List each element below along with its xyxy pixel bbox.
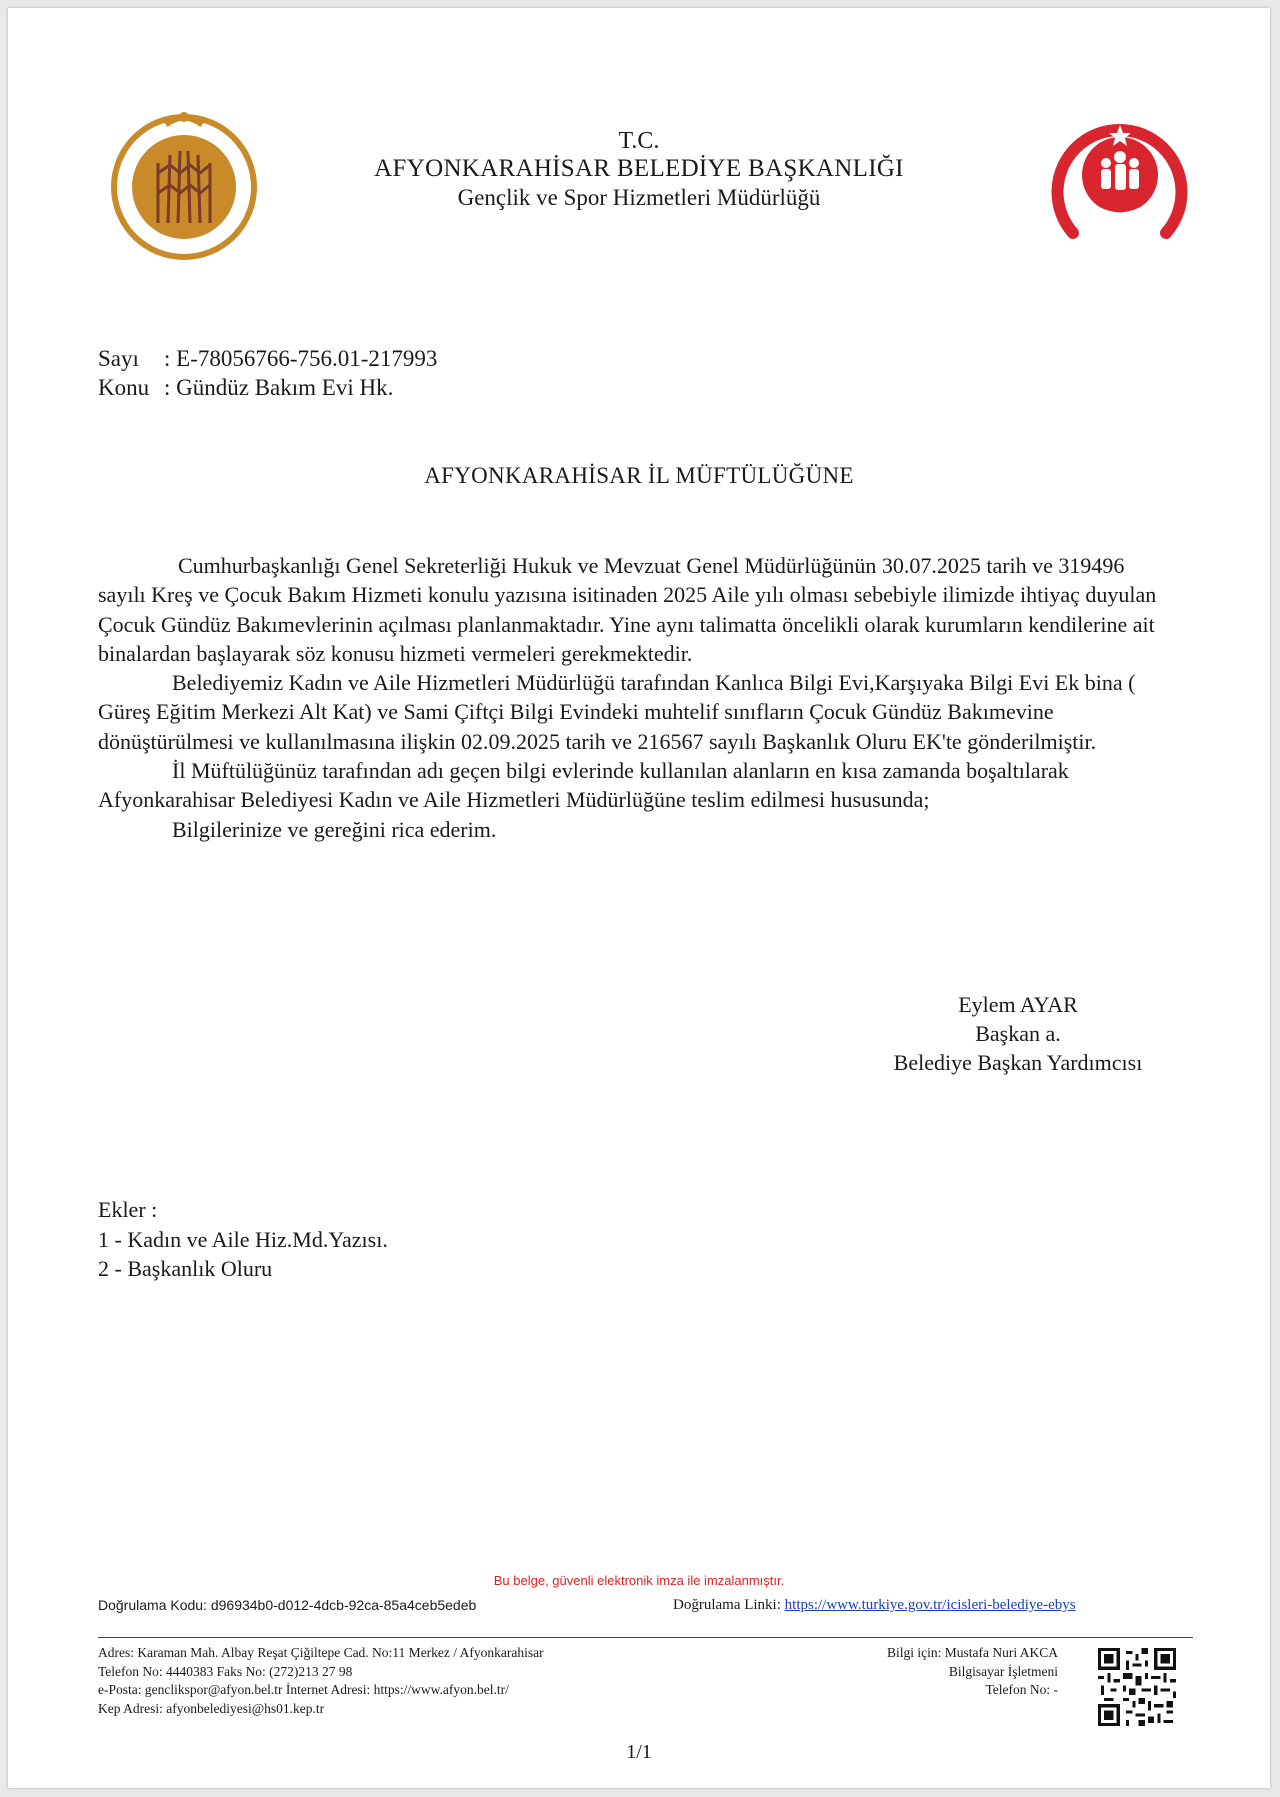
document-page [8, 8, 1270, 1788]
sayi-value: : E-78056766-756.01-217993 [164, 346, 438, 371]
addressee: AFYONKARAHİSAR İL MÜFTÜLÜĞÜNE [424, 463, 854, 488]
verification-code: Doğrulama Kodu: d96934b0-d012-4dcb-92ca-85a4ceb5edeb [98, 1597, 477, 1613]
esignature-note: Bu belge, güvenli elektronik imza ile imzalanmıştır. [493, 1573, 785, 1588]
signer-name: Eylem AYAR [958, 992, 1078, 1017]
qr-code-icon [1098, 1648, 1176, 1726]
info-title: Bilgisayar İşletmeni [948, 1663, 1058, 1679]
footer-address: Adres: Karaman Mah. Albay Reşat Çiğiltepe Cad. No:11 Merkez / Afyonkarahisar [98, 1645, 544, 1660]
attachments-heading: Ekler : [98, 1197, 158, 1222]
verification-link[interactable]: https://www.turkiye.gov.tr/icisleri-belediye-ebys [784, 1597, 1076, 1613]
body-paragraph-4: Bilgilerinize ve gereğini rica ederim. [172, 816, 497, 842]
footer-info [808, 1644, 1058, 1700]
sayi-row [98, 346, 437, 372]
signer-title: Belediye Başkan Yardımcısı [893, 1050, 1143, 1075]
footer-email: e-Posta: genclikspor@afyon.bel.tr İnternet Adresi: https://www.afyon.bel.tr/ [98, 1682, 509, 1697]
page-number: 1/1 [626, 1741, 652, 1763]
header-tc: T.C. [618, 128, 660, 154]
body-paragraph-3: İl Müftülüğünüz tarafından adı geçen bilgi evlerinde kullanılan alanların en kısa zamanda boşaltılarak Afyonkarahisar Belediyesi Kadın ve Aile Hizmetleri Müdürlüğüne teslim edilmesi hususunda; [98, 758, 1069, 813]
attachment-item: 2 - Başkanlık Oluru [98, 1256, 273, 1281]
footer-divider [98, 1637, 1193, 1638]
verification-link-row [673, 1597, 1076, 1614]
signer-on-behalf: Başkan a. [975, 1021, 1061, 1046]
header-department: Gençlik ve Spor Hizmetleri Müdürlüğü [457, 185, 821, 210]
signature-block [858, 990, 1178, 1077]
info-phone: Telefon No: - [985, 1682, 1058, 1697]
body-paragraph-2: Belediyemiz Kadın ve Aile Hizmetleri Müdürlüğü tarafından Kanlıca Bilgi Evi,Karşıyaka Bilgi Evi Ek bina ( Güreş Eğitim Merkezi Alt Kat) ve Sami Çiftçi Bilgi Evindeki muhtelif sınıfların Çocuk Gündüz Bakımevine dönüştürülmesi ve kullanılmasına ilişkin 02.09.2025 tarih ve 216567 sayılı Başkanlık Oluru EK'te gönderilmiştir. [98, 670, 1136, 754]
body-paragraph-1: Cumhurbaşkanlığı Genel Sekreterliği Hukuk ve Mevzuat Genel Müdürlüğünün 30.07.2025 tarih ve 319496 sayılı Kreş ve Çocuk Bakım Hizmeti konulu yazısına isitinaden 2025 Aile yılı olması sebebiyle ilimizde ihtiyaç duyulan Çocuk Gündüz Bakımevlerinin açılması planlanmaktadır. Yine aynı talimatta öncelikli olarak kurumların kendilerine ait binalardan başlayarak söz konusu hizmeti vermeleri gerekmektedir. [98, 553, 1157, 666]
attachments [98, 1195, 388, 1284]
sayi-label: Sayı [98, 346, 139, 371]
footer-kep: Kep Adresi: afyonbelediyesi@hs01.kep.tr [98, 1700, 325, 1716]
letter-body [98, 551, 1168, 844]
verification-link-label: Doğrulama Linki: [673, 1597, 781, 1613]
konu-value: : Gündüz Bakım Evi Hk. [164, 375, 394, 400]
header-organization: AFYONKARAHİSAR BELEDİYE BAŞKANLIĞI [374, 155, 904, 182]
footer-phone: Telefon No: 4440383 Faks No: (272)213 27 98 [98, 1663, 353, 1679]
konu-row [98, 375, 393, 401]
attachment-item: 1 - Kadın ve Aile Hiz.Md.Yazısı. [98, 1226, 388, 1252]
info-contact: Bilgi için: Mustafa Nuri AKCA [887, 1645, 1058, 1660]
footer-contact [98, 1644, 544, 1718]
konu-label: Konu [98, 375, 150, 400]
